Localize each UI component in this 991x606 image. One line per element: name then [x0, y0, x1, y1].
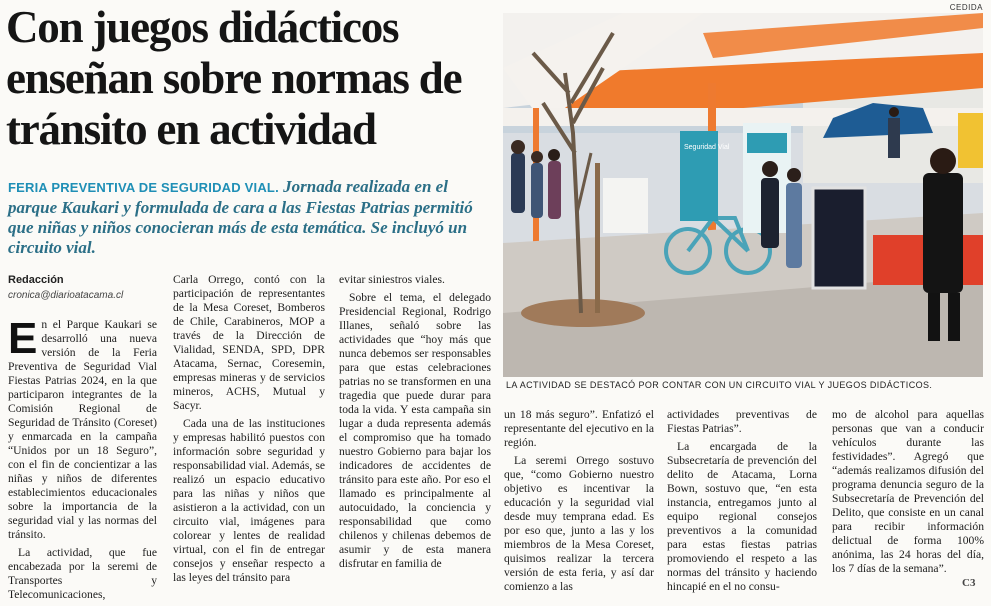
drop-cap: E — [8, 314, 38, 363]
paragraph: actividades preventivas de Fiestas Patrias”. — [667, 408, 817, 435]
headline: Con juegos didácticos enseñan sobre normas de tránsito en actividad — [6, 2, 462, 154]
paragraph: evitar siniestros viales. — [339, 273, 445, 286]
byline — [8, 274, 123, 301]
photo-credit: CEDIDA — [949, 3, 983, 12]
subheadline-text: Jornada realizada en el parque Kaukari y formulada de cara a las Fiestas Patrias permitió que niñas y niños conocieran más de esta temática. Se incluyó un circuito vial. — [8, 177, 473, 257]
body-column-2 — [173, 273, 325, 589]
paragraph: La encargada de la Subsecretaría de prevención del delito de Atacama, Lorna Bown, sostuvo que, “en esta instancia, entregamos junto al equipo regional consejos preventivos a la comunidad para estas fiestas patrias promoviendo el respeto a las normas del tránsito y haciendo hincapié en el no consu- — [667, 440, 817, 593]
body-column-3 — [339, 273, 491, 575]
paragraph: La seremi Orrego sostuvo que, “como Gobierno nuestro objetivo es incentivar la educación y la seguridad vial desde muy temprana edad. Es por eso que, junto a las y los miembros de la Mesa Coreset, quisimos realizar la tercera versión de esta feria, y así dar comienzo a las — [504, 454, 654, 593]
fair-scene-illustration — [503, 13, 983, 377]
body-column-6 — [832, 408, 984, 580]
paragraph: La actividad, que fue encabezada por la seremi de Transportes y Telecomunicaciones, — [8, 546, 157, 601]
paragraph: Carla Orrego, contó con la participación de representantes de la Mesa Coreset, Bomberos de Chile, Carabineros, MOP a través de la Dirección de Vialidad, SENDA, SPD, DPR Atacama, Sernac, Coresemin, empresas mineras y de servicios mineros, ACHS, Mutual y Sacyr. — [173, 273, 325, 412]
author-email: cronica@diarioatacama.cl — [8, 290, 124, 301]
paragraph: n el Parque Kaukari se desarrolló una nueva versión de la Feria Preventiva de Seguridad Vial Fiestas Patrias 2024, en la que participaron integrantes de la Comisión Regional de Seguridad de Tránsito (Coreset) y enmarcada en la campaña “Unidos por un 18 Seguro”, con el fin de concientizar a las niñas y niños de diferentes establecimientos educacionales sobre la importancia de la seguridad vial y las normas del tránsito. — [8, 318, 157, 541]
panel-title: Seguridad Vial — [684, 144, 730, 151]
paragraph: un 18 más seguro”. Enfatizó el representante del ejecutivo en la región. — [504, 408, 654, 449]
photo-caption: LA ACTIVIDAD SE DESTACÓ POR CONTAR CON UN CIRCUITO VIAL Y JUEGOS DIDÁCTICOS. — [506, 380, 933, 390]
news-photo — [503, 13, 983, 377]
body-column-4 — [504, 408, 654, 598]
paragraph: mo de alcohol para aquellas personas que van a conducir vehículos durante las festividades”. Agregó que “además realizamos difusión del programa denuncia seguro de la Subsecretaría de Prevención del Delito, que consiste en un canal para recibir información delictual de forma 100% anónima, las 24 horas del día, los 7 días de la semana”. — [832, 408, 984, 575]
paragraph: Sobre el tema, el delegado Presidencial Regional, Rodrigo Illanes, señaló sobre las actividades que “hoy más que nunca debemos ser responsables para que estas celebraciones patrias no se transformen en una tragedia que puede durar para toda la vida. Y esta campaña sin lugar a duda representa además el compromiso que ha tomado nuestro Gobierno para bajar los indicadores de accidentes de tránsito para este año. Por eso el llamado es principalmente al autocuidado, la conciencia y responsabilidad que como chilenos y chilenas debemos de asumir y de esta manera disfrutar en familia de — [339, 291, 491, 570]
body-column-5 — [667, 408, 817, 598]
subheadline — [8, 177, 496, 258]
end-mark: C3 — [962, 577, 976, 589]
section-kicker: FERIA PREVENTIVA DE SEGURIDAD VIAL. — [8, 180, 279, 195]
author-name: Redacción — [8, 274, 64, 286]
paragraph: Cada una de las instituciones y empresas habilitó puestos con información sobre seguridad y responsabilidad vial. Además, se realizó un espacio educativo para las niñas y niños que asistieron a la actividad, con un circuito vial, imágenes para colorear y lentes de realidad virtual, con el fin de entregar consejos y enseñar respecto a las leyes del tránsito para — [173, 417, 325, 584]
body-column-1 — [8, 314, 157, 606]
